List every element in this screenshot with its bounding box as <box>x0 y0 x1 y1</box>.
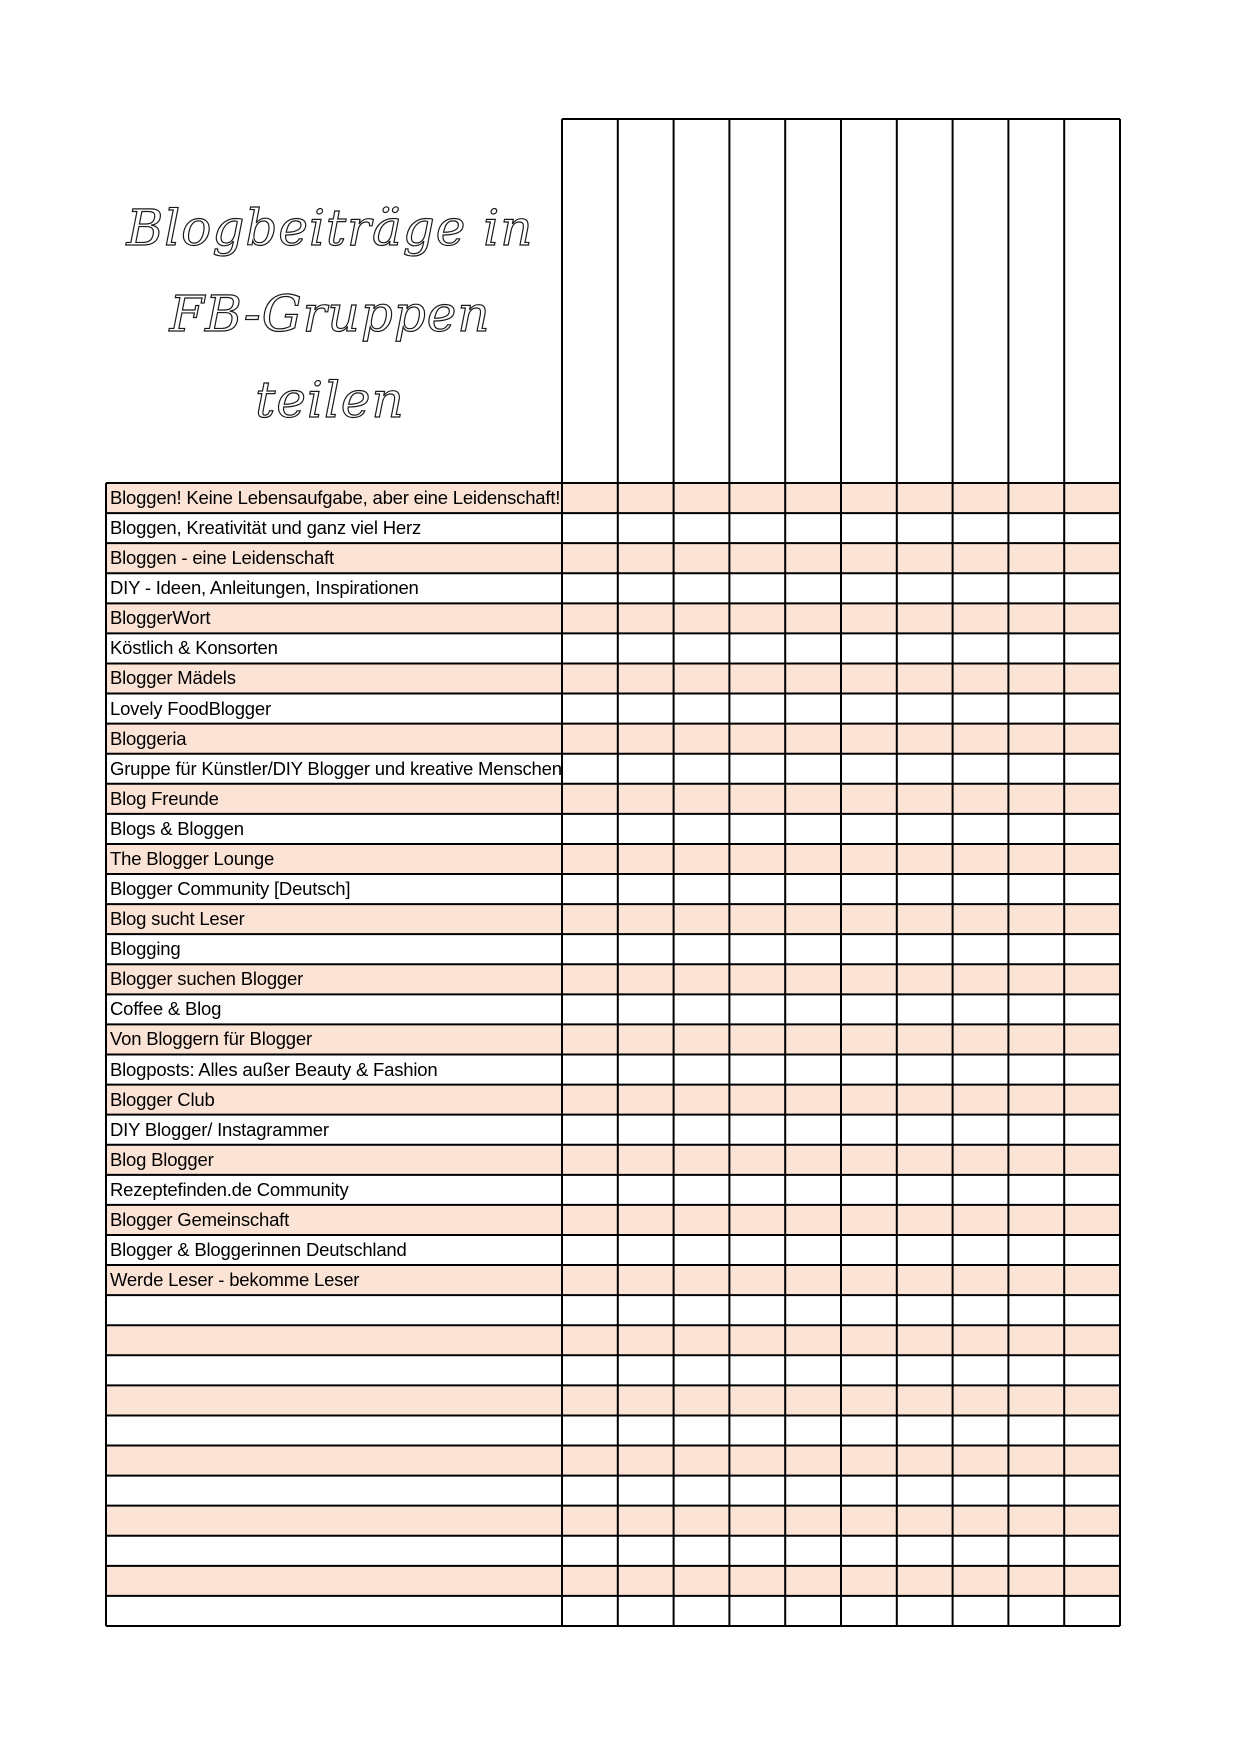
title-line-1: Blogbeiträge in <box>126 199 534 257</box>
row-background <box>106 1506 1120 1536</box>
row-background <box>106 1385 1120 1415</box>
group-name-label: Blogger Gemeinschaft <box>110 1208 290 1230</box>
row-background <box>106 994 1120 1024</box>
row-background <box>106 603 1120 633</box>
row-background <box>106 1325 1120 1355</box>
row-background <box>106 1145 1120 1175</box>
row-background <box>106 1355 1120 1385</box>
group-name-label: Von Bloggern für Blogger <box>110 1028 312 1050</box>
group-name-label: Bloggen, Kreativität und ganz viel Herz <box>110 517 421 539</box>
row-background <box>106 904 1120 934</box>
group-name-label: Blogger Club <box>110 1088 215 1110</box>
row-background <box>106 663 1120 693</box>
row-background <box>106 1596 1120 1626</box>
row-background <box>106 1476 1120 1506</box>
group-name-label: DIY - Ideen, Anleitungen, Inspirationen <box>110 577 419 599</box>
row-background <box>106 784 1120 814</box>
group-name-label: Blogs & Bloggen <box>110 817 244 839</box>
row-background <box>106 1536 1120 1566</box>
group-name-label: Rezeptefinden.de Community <box>110 1178 349 1200</box>
group-name-label: Bloggen! Keine Lebensaufgabe, aber eine Leidenschaft! <box>110 487 561 508</box>
group-name-label: Lovely FoodBlogger <box>110 697 271 719</box>
group-name-label: Blog Freunde <box>110 787 219 809</box>
group-name-label: Blogging <box>110 938 181 960</box>
page-title <box>104 185 556 443</box>
group-name-label: Blogger Community [Deutsch] <box>110 878 351 900</box>
row-background <box>106 724 1120 754</box>
group-name-label: Blogposts: Alles außer Beauty & Fashion <box>110 1058 438 1080</box>
row-background <box>106 1415 1120 1445</box>
title-line-3: teilen <box>255 371 405 429</box>
title-line-2: FB-Gruppen <box>169 285 491 343</box>
group-name-label: Bloggen - eine Leidenschaft <box>110 547 334 569</box>
row-background <box>106 1566 1120 1596</box>
group-name-label: The Blogger Lounge <box>110 847 275 869</box>
group-name-label: Bloggeria <box>110 727 187 749</box>
group-name-label: Gruppe für Künstler/DIY Blogger und kreative Menschen <box>110 757 562 779</box>
row-background <box>106 1085 1120 1115</box>
group-name-label: Blogger suchen Blogger <box>110 968 304 990</box>
group-name-label: BloggerWort <box>110 607 211 629</box>
group-name-label: Blog sucht Leser <box>110 908 245 930</box>
group-name-label: Coffee & Blog <box>110 998 222 1020</box>
row-background <box>106 934 1120 964</box>
group-name-label: Blogger & Bloggerinnen Deutschland <box>110 1238 407 1260</box>
group-name-label: Blog Blogger <box>110 1148 214 1170</box>
group-name-label: Blogger Mädels <box>110 667 236 689</box>
group-name-label: Werde Leser - bekomme Leser <box>110 1269 360 1291</box>
row-background <box>106 1295 1120 1325</box>
row-background <box>106 1446 1120 1476</box>
group-name-label: DIY Blogger/ Instagrammer <box>110 1118 329 1140</box>
group-name-label: Köstlich & Konsorten <box>110 637 278 659</box>
row-background <box>106 814 1120 844</box>
